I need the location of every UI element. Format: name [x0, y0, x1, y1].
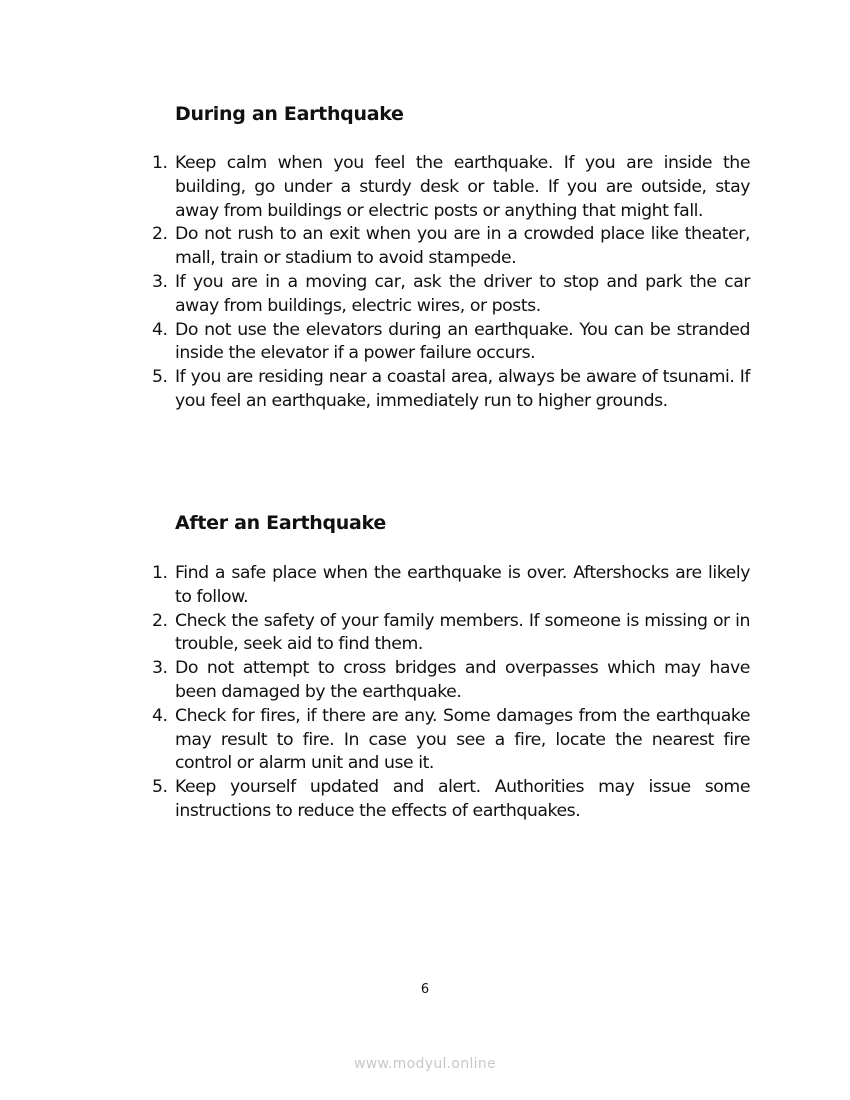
list-item	[152, 776, 750, 824]
list-item-text: If you are residing near a coastal area, always be aware of tsunami. If you feel an earthquake, immediately run to higher grounds.	[175, 367, 750, 411]
list-item-text: Check for fires, if there are any. Some damages from the earthquake may result to fire. In case you see a fire, locate the nearest fire control or alarm unit and use it.	[175, 705, 750, 774]
list-item	[152, 271, 750, 319]
list-number: 3.	[152, 658, 168, 679]
list-item	[152, 152, 750, 223]
list-item-text: Do not attempt to cross bridges and overpasses which may have been damaged by the earthquake.	[175, 658, 750, 702]
section-title-during-earthquake: During an Earthquake	[175, 103, 404, 125]
list-number: 2.	[152, 610, 168, 631]
list-number: 4.	[152, 319, 168, 340]
list-number: 2.	[152, 224, 168, 245]
list-item-text: Do not rush to an exit when you are in a crowded place like theater, mall, train or stadium to avoid stampede.	[175, 224, 750, 269]
list-item	[152, 657, 750, 705]
watermark-url: www.modyul.online	[354, 1056, 496, 1072]
list-item	[152, 562, 750, 610]
list-number: 5.	[152, 777, 168, 798]
list-item-text: Keep calm when you feel the earthquake. If you are inside the building, go under a sturdy desk or table. If you are outside, stay away from buildings or electric posts or anything that might fall.	[175, 153, 750, 221]
list-number: 3.	[152, 271, 168, 292]
list-number: 4.	[152, 705, 168, 726]
list-item	[152, 366, 750, 414]
list-item-text: Find a safe place when the earthquake is over. Aftershocks are likely to follow.	[175, 563, 750, 607]
list-item-text: Check the safety of your family members. If someone is missing or in trouble, seek aid to find them.	[175, 610, 750, 655]
list-item-text: Keep yourself updated and alert. Authorities may issue some instructions to reduce the effects of earthquakes.	[175, 777, 750, 821]
list-item	[152, 223, 750, 271]
list-item-text: Do not use the elevators during an earthquake. You can be stranded inside the elevator if a power failure occurs.	[175, 319, 750, 364]
after-earthquake-list	[152, 562, 750, 824]
section-title-after-earthquake: After an Earthquake	[175, 512, 386, 534]
list-item	[152, 610, 750, 658]
list-number: 5.	[152, 367, 168, 388]
list-item	[152, 705, 750, 776]
list-item-text: If you are in a moving car, ask the driver to stop and park the car away from buildings, electric wires, or posts.	[175, 271, 750, 316]
list-number: 1.	[152, 563, 168, 583]
during-earthquake-list	[152, 152, 750, 414]
list-item	[152, 319, 750, 367]
page-number: 6	[420, 982, 430, 997]
list-number: 1.	[152, 153, 168, 173]
